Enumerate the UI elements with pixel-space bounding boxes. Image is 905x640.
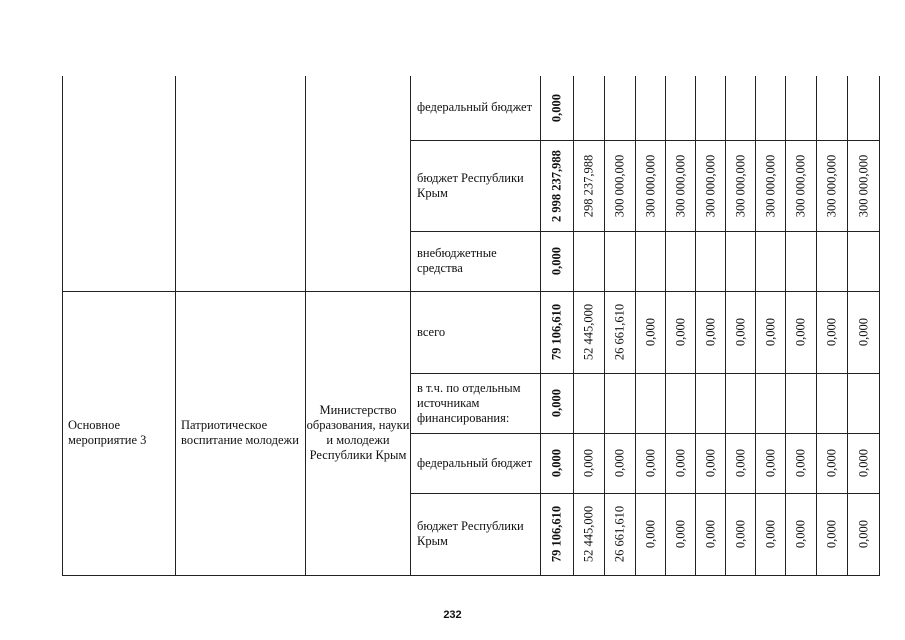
table-row xyxy=(63,76,880,140)
total-cell: 0,000 xyxy=(541,373,574,433)
year-cell: 0,000 xyxy=(786,291,817,373)
total-cell: 79 106,610 xyxy=(541,291,574,373)
total-cell: 0,000 xyxy=(541,231,574,291)
year-cell: 0,000 xyxy=(786,493,817,575)
year-cell xyxy=(636,76,666,140)
year-cell xyxy=(605,231,636,291)
source-label: внебюджетные средства xyxy=(411,231,541,291)
year-cell: 52 445,000 xyxy=(574,493,605,575)
year-cell xyxy=(817,231,848,291)
total-cell: 2 998 237,988 xyxy=(541,140,574,231)
year-cell: 0,000 xyxy=(848,433,880,493)
budget-table xyxy=(62,76,880,576)
year-cell xyxy=(756,231,786,291)
table-row xyxy=(63,291,880,373)
source-label: всего xyxy=(411,291,541,373)
year-cell: 0,000 xyxy=(696,433,726,493)
year-cell xyxy=(605,373,636,433)
year-cell: 0,000 xyxy=(817,493,848,575)
year-cell: 0,000 xyxy=(636,433,666,493)
year-cell: 300 000,000 xyxy=(636,140,666,231)
year-cell: 0,000 xyxy=(848,291,880,373)
year-cell: 0,000 xyxy=(817,433,848,493)
source-label: в т.ч. по отдельным источникам финансирования: xyxy=(411,373,541,433)
year-cell: 0,000 xyxy=(666,291,696,373)
year-cell: 0,000 xyxy=(636,291,666,373)
year-cell xyxy=(756,373,786,433)
year-cell: 0,000 xyxy=(817,291,848,373)
year-cell: 300 000,000 xyxy=(786,140,817,231)
empty-event-cell xyxy=(63,76,176,291)
year-cell xyxy=(696,373,726,433)
year-cell: 0,000 xyxy=(605,433,636,493)
executor-name: Министерство образования, науки и молодежи Республики Крым xyxy=(306,291,411,575)
year-cell xyxy=(848,76,880,140)
total-cell: 79 106,610 xyxy=(541,493,574,575)
year-cell: 300 000,000 xyxy=(605,140,636,231)
year-cell xyxy=(756,76,786,140)
year-cell: 300 000,000 xyxy=(848,140,880,231)
empty-name-cell xyxy=(176,76,306,291)
year-cell xyxy=(696,231,726,291)
year-cell: 0,000 xyxy=(574,433,605,493)
year-cell xyxy=(666,373,696,433)
year-cell: 0,000 xyxy=(726,493,756,575)
year-cell: 300 000,000 xyxy=(726,140,756,231)
year-cell: 26 661,610 xyxy=(605,493,636,575)
year-cell: 0,000 xyxy=(666,493,696,575)
year-cell xyxy=(726,76,756,140)
year-cell: 0,000 xyxy=(756,433,786,493)
year-cell xyxy=(817,373,848,433)
year-cell: 0,000 xyxy=(696,291,726,373)
year-cell xyxy=(696,76,726,140)
year-cell xyxy=(666,76,696,140)
year-cell: 0,000 xyxy=(786,433,817,493)
year-cell xyxy=(786,231,817,291)
year-cell: 0,000 xyxy=(636,493,666,575)
year-cell xyxy=(848,373,880,433)
year-cell xyxy=(848,231,880,291)
year-cell: 0,000 xyxy=(726,433,756,493)
year-cell xyxy=(574,231,605,291)
year-cell xyxy=(605,76,636,140)
year-cell xyxy=(786,373,817,433)
year-cell: 300 000,000 xyxy=(666,140,696,231)
program-name: Патриотическое воспитание молодежи xyxy=(176,291,306,575)
year-cell: 0,000 xyxy=(756,493,786,575)
source-label: бюджет Республики Крым xyxy=(411,493,541,575)
year-cell: 0,000 xyxy=(696,493,726,575)
empty-executor-cell xyxy=(306,76,411,291)
year-cell: 300 000,000 xyxy=(696,140,726,231)
year-cell xyxy=(636,231,666,291)
year-cell xyxy=(666,231,696,291)
year-cell xyxy=(574,76,605,140)
year-cell: 0,000 xyxy=(848,493,880,575)
year-cell xyxy=(726,373,756,433)
year-cell xyxy=(636,373,666,433)
year-cell xyxy=(786,76,817,140)
year-cell: 300 000,000 xyxy=(756,140,786,231)
year-cell xyxy=(726,231,756,291)
year-cell: 0,000 xyxy=(756,291,786,373)
event-name: Основное мероприятие 3 xyxy=(63,291,176,575)
year-cell: 298 237,988 xyxy=(574,140,605,231)
total-cell: 0,000 xyxy=(541,76,574,140)
year-cell: 26 661,610 xyxy=(605,291,636,373)
source-label: федеральный бюджет xyxy=(411,433,541,493)
year-cell: 52 445,000 xyxy=(574,291,605,373)
year-cell: 300 000,000 xyxy=(817,140,848,231)
year-cell xyxy=(574,373,605,433)
source-label: федеральный бюджет xyxy=(411,76,541,140)
source-label: бюджет Республики Крым xyxy=(411,140,541,231)
total-cell: 0,000 xyxy=(541,433,574,493)
year-cell: 0,000 xyxy=(666,433,696,493)
year-cell: 0,000 xyxy=(726,291,756,373)
year-cell xyxy=(817,76,848,140)
page-number: 232 xyxy=(443,609,462,621)
